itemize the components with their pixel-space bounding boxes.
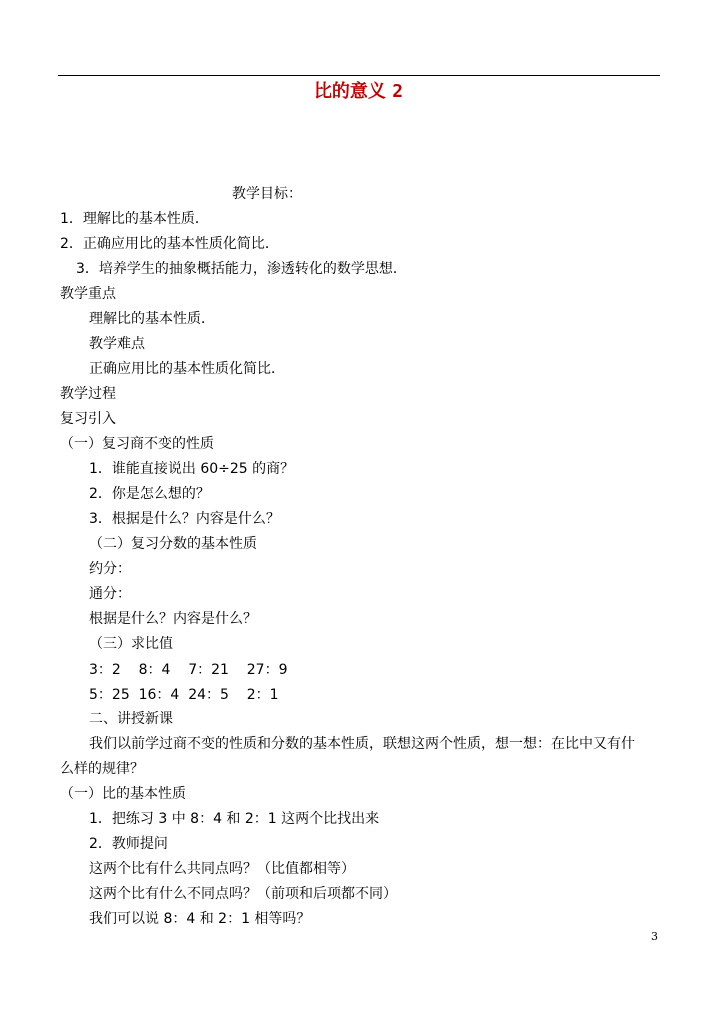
property-question-2: 这两个比有什么不同点吗？（前项和后项都不同） bbox=[89, 886, 397, 902]
page-title-number: 2 bbox=[392, 81, 404, 102]
review-1-question-2: 2．你是怎么想的？ bbox=[89, 486, 210, 502]
key-points-text: 理解比的基本性质． bbox=[89, 311, 215, 327]
difficulties-text: 正确应用比的基本性质化简比． bbox=[89, 361, 285, 377]
goal-2: 2．正确应用比的基本性质化简比． bbox=[60, 236, 279, 252]
page-number: 3 bbox=[651, 930, 658, 943]
property-step-1: 1．把练习 3 中 8：4 和 2：1 这两个比找出来 bbox=[89, 811, 380, 827]
page-title bbox=[0, 80, 717, 104]
new-lesson-intro-line-2: 么样的规律？ bbox=[60, 761, 144, 777]
review-2-heading: （二）复习分数的基本性质 bbox=[89, 536, 257, 552]
new-lesson-intro-line-1: 我们以前学过商不变的性质和分数的基本性质，联想这两个性质，想一想：在比中又有什 bbox=[89, 736, 635, 752]
ratios-row-2: 5：25 16：4 24：5 2：1 bbox=[89, 687, 279, 703]
property-step-2: 2．教师提问 bbox=[89, 836, 168, 852]
review-3-heading: （三）求比值 bbox=[89, 636, 173, 652]
goal-3: 3．培养学生的抽象概括能力，渗透转化的数学思想． bbox=[76, 261, 407, 277]
header-rule bbox=[58, 75, 660, 76]
property-question-3: 我们可以说 8：4 和 2：1 相等吗？ bbox=[89, 911, 311, 927]
page-title-text: 比的意义 bbox=[313, 81, 386, 102]
review-2-reduce: 约分： bbox=[89, 561, 131, 577]
property-question-1: 这两个比有什么共同点吗？（比值都相等） bbox=[89, 861, 355, 877]
review-heading: 复习引入 bbox=[60, 411, 116, 427]
difficulties-heading: 教学难点 bbox=[89, 336, 145, 352]
process-heading: 教学过程 bbox=[60, 386, 116, 402]
teaching-goals-heading: 教学目标： bbox=[232, 186, 302, 202]
review-2-question: 根据是什么？内容是什么？ bbox=[89, 611, 257, 627]
goal-1: 1．理解比的基本性质． bbox=[60, 211, 209, 227]
key-points-heading: 教学重点 bbox=[60, 286, 116, 302]
review-1-question-3: 3．根据是什么？内容是什么？ bbox=[89, 511, 280, 527]
ratios-row-1: 3：2 8：4 7：21 27：9 bbox=[89, 662, 288, 678]
review-1-question-1: 1．谁能直接说出 60÷25 的商？ bbox=[89, 461, 295, 477]
review-2-common: 通分： bbox=[89, 586, 131, 602]
new-lesson-heading: 二、讲授新课 bbox=[89, 711, 173, 727]
property-heading: （一）比的基本性质 bbox=[60, 786, 186, 802]
review-1-heading: （一）复习商不变的性质 bbox=[60, 436, 214, 452]
